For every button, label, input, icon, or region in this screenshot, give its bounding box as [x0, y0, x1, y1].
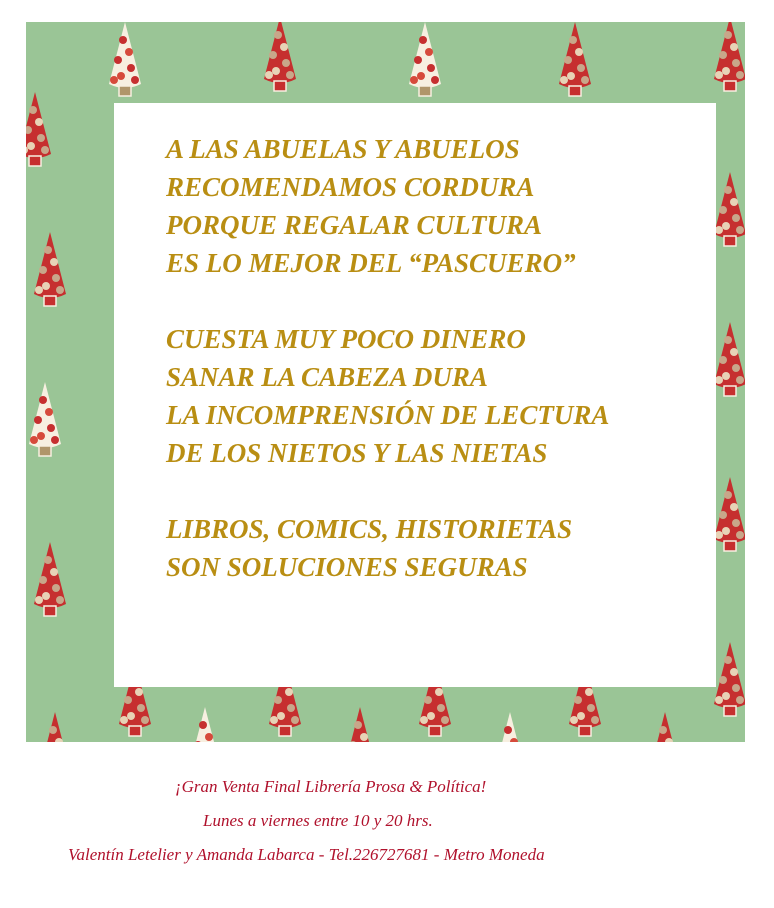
christmas-tree-icon [344, 707, 376, 742]
christmas-tree-icon [264, 22, 296, 91]
christmas-tree-icon [714, 322, 745, 396]
christmas-tree-icon [714, 172, 745, 246]
christmas-tree-icon [29, 382, 61, 456]
poem-line: A LAS ABUELAS Y ABUELOS [166, 134, 520, 164]
christmas-tree-icon [109, 22, 141, 96]
stanza-gap [166, 472, 609, 510]
christmas-tree-icon [649, 712, 681, 742]
stanza-gap [166, 282, 609, 320]
poem-line: LIBROS, COMICS, HISTORIETAS [166, 514, 573, 544]
christmas-tree-icon [714, 22, 745, 91]
christmas-tree-icon [26, 92, 51, 166]
christmas-tree-icon [714, 642, 745, 716]
poem-line: SON SOLUCIONES SEGURAS [166, 552, 528, 582]
poem-line: RECOMENDAMOS CORDURA [166, 172, 535, 202]
christmas-tree-icon [189, 707, 221, 742]
sale-headline: ¡Gran Venta Final Librería Prosa & Política! [175, 777, 487, 796]
christmas-tree-icon [714, 477, 745, 551]
poem [166, 130, 609, 586]
christmas-tree-icon [409, 22, 441, 96]
poem-line: DE LOS NIETOS Y LAS NIETAS [166, 438, 548, 468]
christmas-tree-icon [34, 542, 66, 616]
poem-line: PORQUE REGALAR CULTURA [166, 210, 543, 240]
christmas-tree-icon [494, 712, 526, 742]
christmas-tree-icon [39, 712, 71, 742]
christmas-tree-icon [559, 22, 591, 96]
poem-line: SANAR LA CABEZA DURA [166, 362, 488, 392]
poem-line: ES LO MEJOR DEL “PASCUERO” [166, 248, 576, 278]
store-address: Valentín Letelier y Amanda Labarca - Tel.226727681 - Metro Moneda [68, 845, 545, 864]
store-hours: Lunes a viernes entre 10 y 20 hrs. [203, 811, 433, 830]
christmas-tree-icon [34, 232, 66, 306]
poem-line: LA INCOMPRENSIÓN DE LECTURA [166, 400, 610, 430]
poem-line: CUESTA MUY POCO DINERO [166, 324, 526, 354]
